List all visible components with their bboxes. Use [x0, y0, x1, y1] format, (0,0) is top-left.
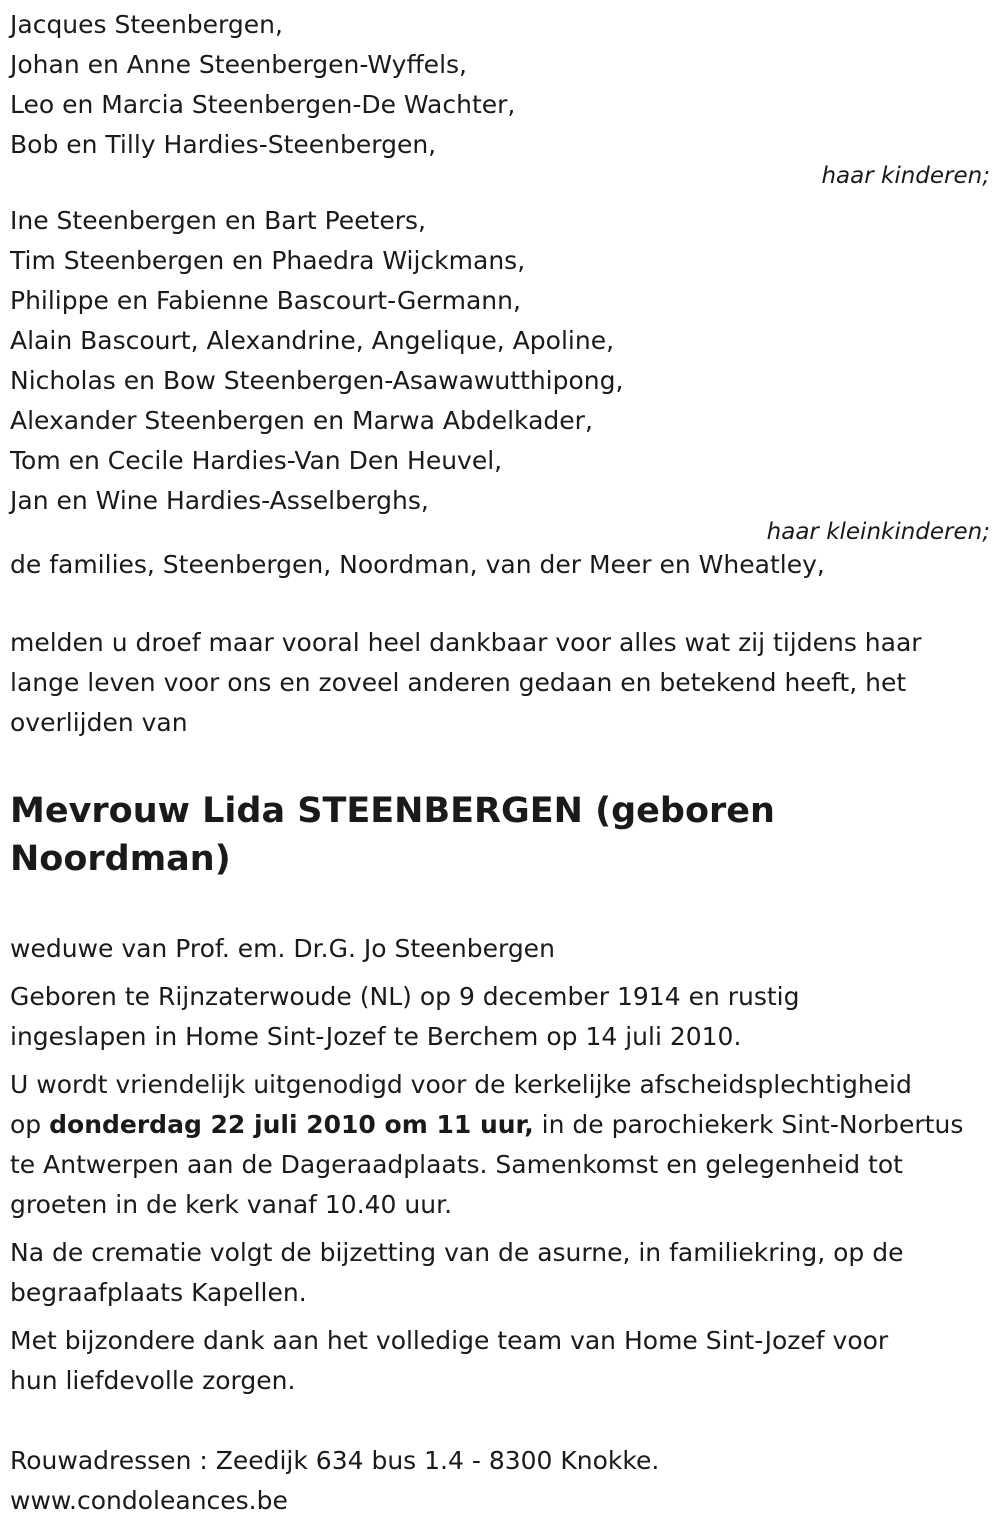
birth-line: Geboren te Rijnzaterwoude (NL) op 9 december 1914 en rustig	[10, 982, 800, 1011]
announcement-line: lange leven voor ons en zoveel anderen gedaan en betekend heeft, het	[10, 668, 907, 697]
grandchildren-role-label: haar kleinkinderen;	[766, 519, 990, 545]
grandchild-line: Philippe en Fabienne Bascourt-Germann,	[10, 286, 521, 315]
cremation-line: Na de crematie volgt de bijzetting van de asurne, in familiekring, op de	[10, 1238, 904, 1267]
ceremony-date-time: donderdag 22 juli 2010 om 11 uur,	[49, 1110, 534, 1139]
thanks-line: hun liefdevolle zorgen.	[10, 1366, 296, 1395]
invitation-line: groeten in de kerk vanaf 10.40 uur.	[10, 1190, 453, 1219]
widow-line: weduwe van Prof. em. Dr.G. Jo Steenbergen	[10, 934, 555, 963]
children-section	[10, 5, 990, 189]
announcement-paragraph	[10, 623, 990, 743]
grandchild-line: Alexander Steenbergen en Marwa Abdelkader,	[10, 406, 593, 435]
invitation-prefix: op	[10, 1110, 50, 1139]
thanks-paragraph	[10, 1321, 990, 1401]
invitation-paragraph	[10, 1065, 990, 1225]
cremation-paragraph	[10, 1233, 990, 1313]
invitation-line: te Antwerpen aan de Dageraadplaats. Samenkomst en gelegenheid tot	[10, 1150, 903, 1179]
grandchild-line: Tim Steenbergen en Phaedra Wijckmans,	[10, 246, 526, 275]
children-role-label: haar kinderen;	[821, 163, 990, 189]
announcement-line: melden u droef maar vooral heel dankbaar voor alles wat zij tijdens haar	[10, 628, 922, 657]
condolence-address: Rouwadressen : Zeedijk 634 bus 1.4 - 8300 Knokke.	[10, 1446, 660, 1475]
footer	[10, 1441, 990, 1521]
invitation-line	[10, 1105, 990, 1145]
announcement-line: overlijden van	[10, 708, 188, 737]
child-line: Leo en Marcia Steenbergen-De Wachter,	[10, 90, 516, 119]
child-line: Johan en Anne Steenbergen-Wyffels,	[10, 50, 467, 79]
deceased-name-line: Noordman)	[10, 839, 231, 879]
birth-line: ingeslapen in Home Sint-Jozef te Berchem op 14 juli 2010.	[10, 1022, 742, 1051]
deceased-name	[10, 787, 990, 883]
obituary-document	[10, 5, 990, 1521]
birth-paragraph	[10, 977, 990, 1057]
cremation-line: begraafplaats Kapellen.	[10, 1278, 307, 1307]
deceased-name-line: Mevrouw Lida STEENBERGEN (geboren	[10, 791, 775, 831]
invitation-suffix: in de parochiekerk Sint-Norbertus	[533, 1110, 964, 1139]
invitation-line: U wordt vriendelijk uitgenodigd voor de kerkelijke afscheidsplechtigheid	[10, 1070, 912, 1099]
grandchild-line: Alain Bascourt, Alexandrine, Angelique, Apoline,	[10, 326, 615, 355]
grandchild-line: Tom en Cecile Hardies-Van Den Heuvel,	[10, 446, 503, 475]
grandchildren-section	[10, 201, 990, 545]
grandchild-line: Ine Steenbergen en Bart Peeters,	[10, 206, 427, 235]
thanks-line: Met bijzondere dank aan het volledige team van Home Sint-Jozef voor	[10, 1326, 889, 1355]
website-link[interactable]: www.condoleances.be	[10, 1486, 288, 1515]
grandchild-line: Nicholas en Bow Steenbergen-Asawawutthipong,	[10, 366, 624, 395]
families-line: de families, Steenbergen, Noordman, van der Meer en Wheatley,	[10, 550, 825, 579]
child-line: Bob en Tilly Hardies-Steenbergen,	[10, 130, 437, 159]
child-line: Jacques Steenbergen,	[10, 10, 283, 39]
grandchild-line: Jan en Wine Hardies-Asselberghs,	[10, 486, 429, 515]
